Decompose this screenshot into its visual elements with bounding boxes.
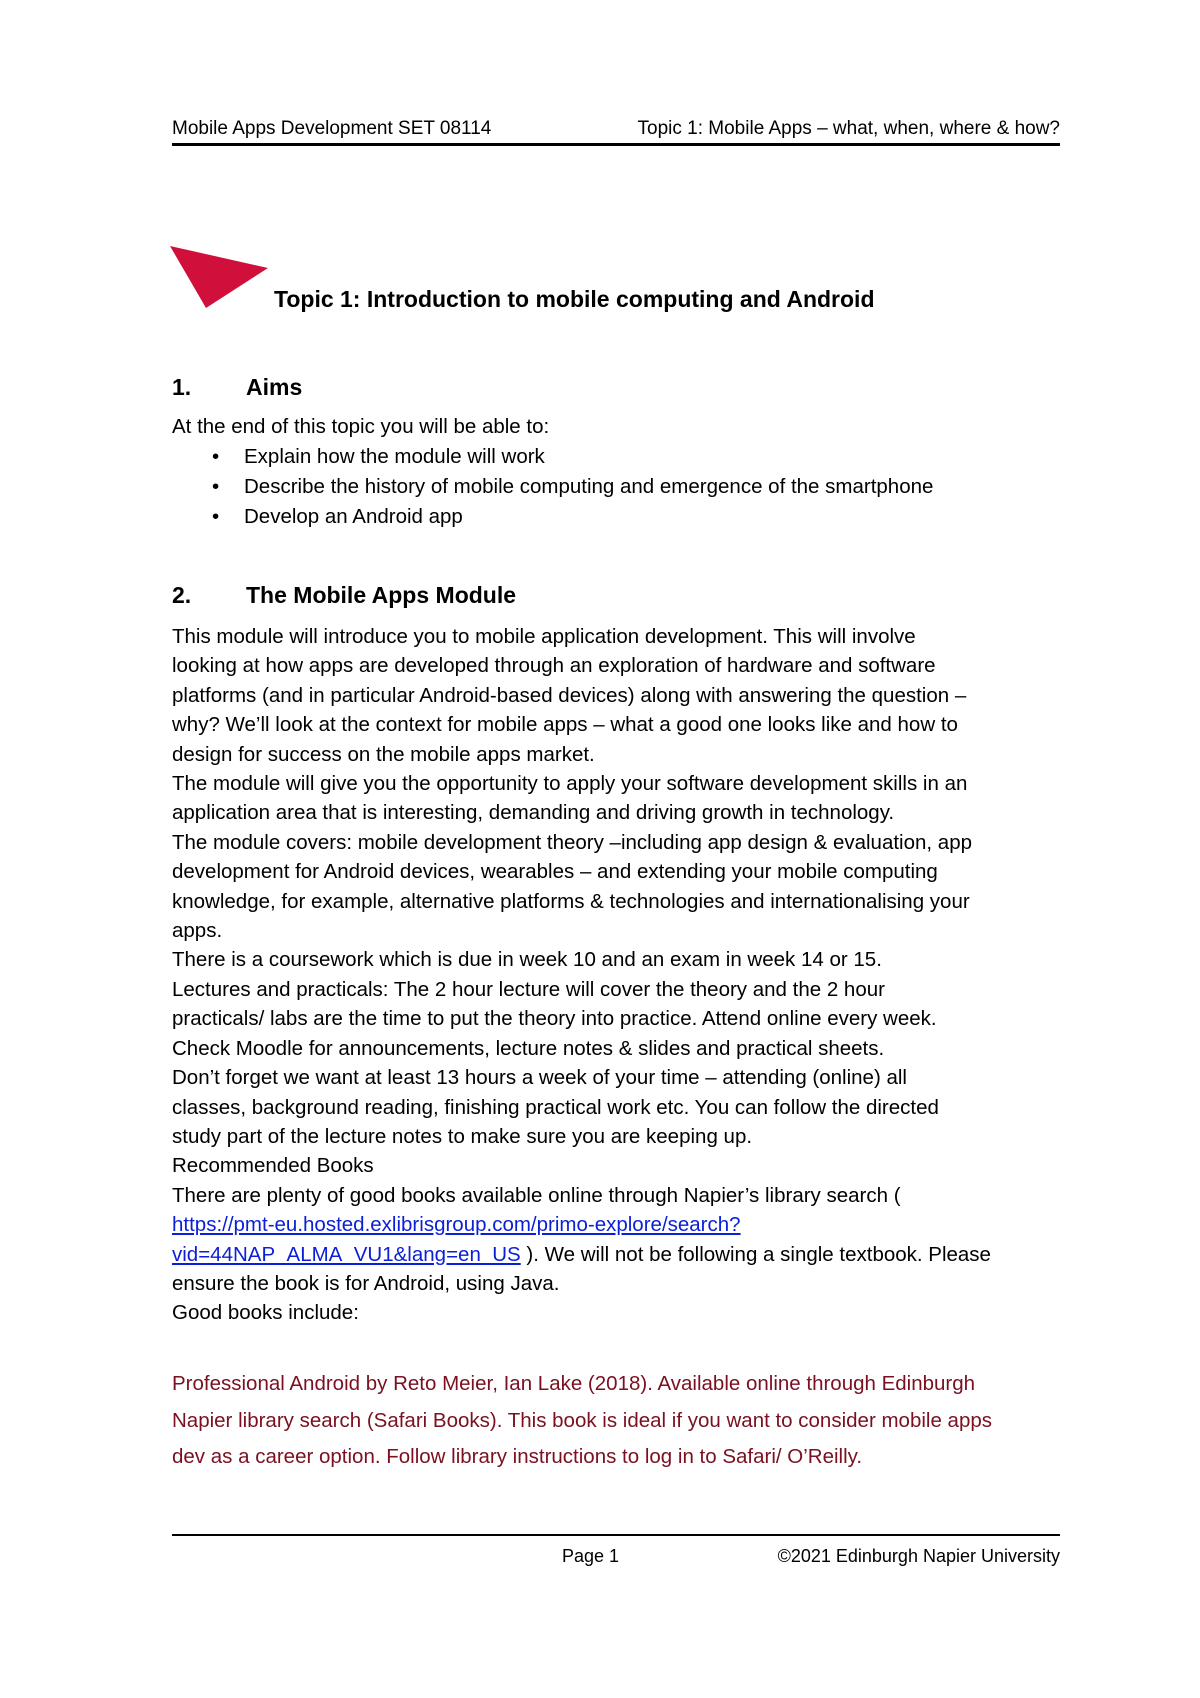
paragraph-line: There are plenty of good books available online through Napier’s library search ( [172,1183,901,1207]
paragraph-line: ensure the book is for Android, using Java. [172,1271,560,1295]
page-header [172,118,1060,146]
aims-intro: At the end of this topic you will be able to: [172,415,550,438]
paragraph-line: study part of the lecture notes to make sure you are keeping up. [172,1124,753,1148]
paragraph-line: dev as a career option. Follow library instructions to log in to Safari/ O’Reilly. [172,1445,863,1468]
page-title: Topic 1: Introduction to mobile computing and Android [274,286,875,312]
section-title: Aims [246,374,303,400]
paragraph-line: apps. [172,919,223,943]
list-item [206,502,933,532]
list-item-text: Describe the history of mobile computing and emergence of the smartphone [244,475,934,498]
header-topic-title: Topic 1: Mobile Apps – what, when, where & how? [637,118,1060,139]
library-link-line [172,1240,991,1269]
section-heading-aims [172,374,302,401]
paragraph-line: Lectures and practicals: The 2 hour lecture will cover the theory and the 2 hour [172,977,885,1001]
paragraph-line: Check Moodle for announcements, lecture notes & slides and practical sheets. [172,1036,885,1060]
paragraph-line: Napier library search (Safari Books). This book is ideal if you want to consider mobile apps [172,1408,992,1432]
paragraph-line: application area that is interesting, demanding and driving growth in technology. [172,801,895,825]
paragraph-line: design for success on the mobile apps market. [172,742,595,766]
library-search-link[interactable]: vid=44NAP_ALMA_VU1&lang=en_US [172,1242,521,1266]
paragraph-line: why? We’ll look at the context for mobile apps – what a good one looks like and how to [172,713,958,737]
list-item-text: Develop an Android app [244,505,463,528]
bullet-icon: • [212,505,220,528]
section-heading-module [172,582,516,609]
paragraph-line: Professional Android by Reto Meier, Ian Lake (2018). Available online through Edinburgh [172,1372,976,1395]
section-number: 1. [172,374,192,400]
section-title: The Mobile Apps Module [246,582,517,608]
paragraph-line: This module will introduce you to mobile application development. This will involve [172,625,916,648]
library-link-line [172,1210,991,1239]
bullet-icon: • [212,445,220,468]
paragraph-line: The module will give you the opportunity to apply your software development skills in an [172,772,968,796]
header-module-title: Mobile Apps Development SET 08114 [172,118,492,139]
copyright-notice: ©2021 Edinburgh Napier University [777,1546,1060,1566]
book-recommendation [172,1366,992,1476]
paragraph-text: ). We will not be following a single textbook. Please [520,1242,991,1266]
paragraph-line: Don’t forget we want at least 13 hours a week of your time – attending (online) all [172,1066,907,1090]
library-search-link[interactable]: https://pmt-eu.hosted.exlibrisgroup.com/primo-explore/search? [172,1213,741,1237]
paragraph-line: There is a coursework which is due in week 10 and an exam in week 14 or 15. [172,948,882,972]
list-item [206,442,933,472]
paragraph-line: practicals/ labs are the time to put the theory into practice. Attend online every week. [172,1007,937,1031]
bullet-icon: • [212,475,220,498]
list-item [206,472,933,502]
section-number: 2. [172,582,192,608]
list-item-text: Explain how the module will work [244,445,545,468]
paragraph-line: looking at how apps are developed through an exploration of hardware and software [172,654,936,678]
module-description [172,622,991,1328]
paragraph-line: development for Android devices, wearables – and extending your mobile computing [172,860,938,884]
paragraph-line: Good books include: [172,1301,359,1325]
page-number: Page 1 [562,1546,620,1566]
page-footer [172,1534,1060,1574]
recommended-books-label: Recommended Books [172,1154,374,1178]
paragraph-line: knowledge, for example, alternative platforms & technologies and internationalising your [172,889,970,913]
paragraph-line: The module covers: mobile development theory –including app design & evaluation, app [172,830,973,854]
paragraph-line: platforms (and in particular Android-based devices) along with answering the question – [172,683,967,707]
paragraph-line: classes, background reading, finishing practical work etc. You can follow the directed [172,1095,939,1119]
aims-list [206,442,933,532]
red-arrow-logo-icon [170,246,270,312]
